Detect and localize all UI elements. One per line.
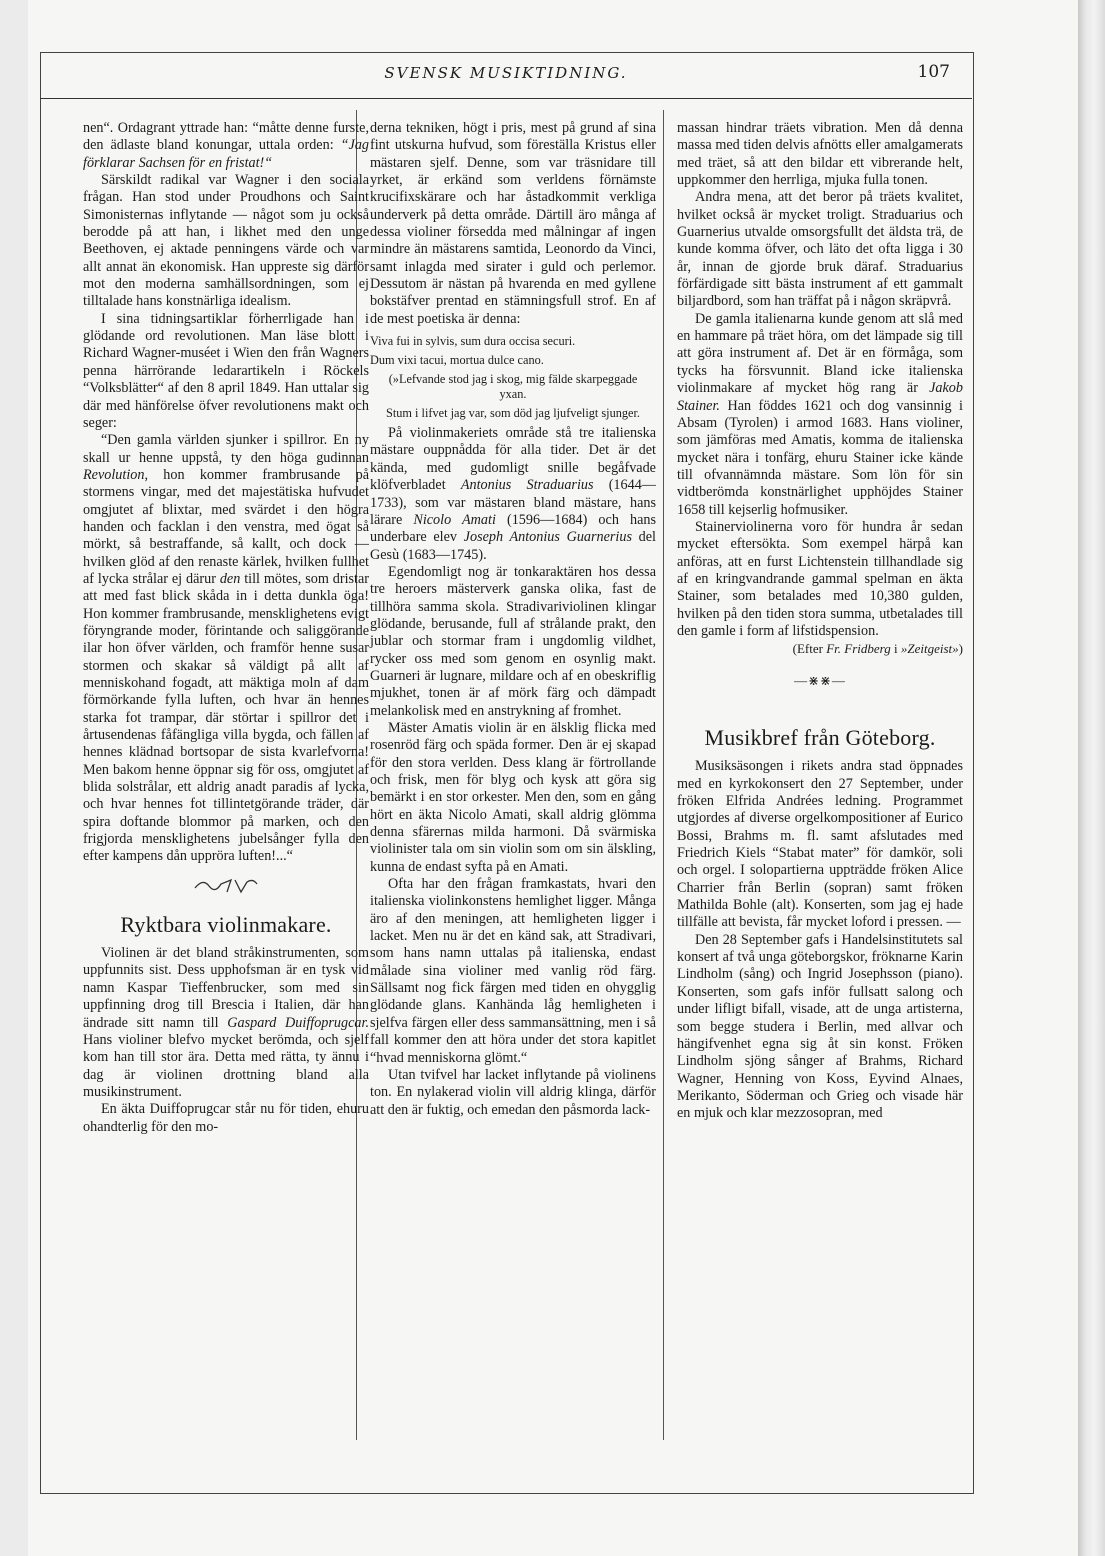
paragraph: “Den gamla världen sjunker i spillror. En ny skall ur henne uppstå, ty den höga gudinnan Revolution, hon kommer frambrusande på stormens vingar, med det majestätiska hufvudet omgjutet af blixtar, med svärdet i den högra handen och facklan i den venstra, med ögat så mörkt, så bestraffande, så kallt, och dock — hvilken glöd af den renaste kärlek, hvilken fullhet af lycka strålar ej därur den till mötes, som dristar att med fast blick skåda in i detta dunkla öga! Hon kommer frambrusande, mensklighetens evigt föryngrande moder, förintande och saliggörande ilar hon öfver världen, och framför henne susar stormen och skakar så väldigt på allt af menniskohand fogadt, att mäktiga moln af dam förmörkande fylla luften, och hvar än hennes starka fot trampar, där störtar i spillror det i årtusendenas fåfängliga villa bygda, och fällen af hennes klädnad bortsopar de sista kvarlefvorna! Men bakom henne öppnar sig för oss, omgjutet af blida solstrålar, ett aldrig anadt paradis af lycka, och hvar hennes fot tillintetgörande träder, där spira doftande blommor på marken, och den frigjorda mensklighetens jubelsånger fylla den efter kampens dån uppröra luften!...“ [83,432,369,865]
flourish-icon [191,876,261,896]
paragraph: Egendomligt nog är tonkaraktären hos dessa tre heroers mästerverk ganska olika, fast de tillhöra samma skola. Stradivariviolinen klingar glödande, berusande, full af strålande prakt, den jublar och stormar fram i ungdomlig vildhet, rycker oss med som genom en osynlig makt. Guarneri är lugnare, mildare och af en obeskriflig mjukhet, tonen är af mörk färg och dämpadt melankolisk med en anstrykning af fromhet. [370,563,656,719]
column-middle [370,120,656,1119]
paragraph: derna tekniken, högt i pris, mest på grund af sina fint utskurna hufvud, som föreställa Kristus eller mästaren sjelf. Denne, som var träsnidare till yrket, är erkänd som verldens förnämste krucifixskärare och har åstadkommit verkliga underverk på detta område. Därtill äro många af dessa violiner försedda med målningar af ingen mindre än mästarens samtida, Leonordo da Vinci, samt inlagda med sirater i guld och perlemor. Dessutom är nästan på hvarenda en med gyllene bokstäfver prentad en stämningsfull strof. En af de mest poetiska är denna: [370,120,656,327]
paragraph: De gamla italienarna kunde genom att slå med en hammare på träet höra, om det lämpade sig till att göra instrument af. Det är en förmåga, som tycks ha försvunnit. Bland icke italienska violinmakare af mycket hög rang är Jakob Stainer. Han föddes 1621 och dog vansinnig i Absam (Tyrolen) i armod 1683. Hans violiner, som jämföras med Amatis, komma de italienska mycket nära i tonfärg, ehuru Stainer icke kände till ofvannämnda mästare. Som lön för sin vidtberömda konstnärlighet upphöjdes Stainer 1658 till kejserlig hofmusiker. [677,310,963,518]
paragraph: Särskildt radikal var Wagner i den sociala frågan. Han stod under Proudhons och Saint Simonisternas inflytande — något som ju också berodde på att han, i likhet med den unge Beethoven, ej aktade penningens värde och var allt annat än ekonomisk. Han uppreste sig därför mot den moderna samhällsordningen, som ej tilltalade hans konstnärliga idealism. [83,172,369,310]
page-edge [1078,0,1105,1556]
quote-line: Dum vixi tacui, mortua dulce cano. [370,353,544,368]
ornament-divider [83,876,369,898]
column-left [83,120,369,1136]
paragraph: massan hindrar träets vibration. Men då denna massa med tiden delvis afnötts eller amalgamerats med träet, så att den bildar ett vibrerande helt, uppkommer den herrliga, mjuka fulla tonen. [677,120,963,189]
quote-line: Viva fui in sylvis, sum dura occisa securi. [370,334,576,349]
column-right [677,120,963,1123]
paragraph: Andra mena, att det beror på träets kvalitet, hvilket också är mycket troligt. Straduarius och Guarnerius utvalde omsorgsfullt det äldsta trä, de kunde komma öfver, och läto det ofta ligga i 30 år, innan de gjorde bruk däraf. Straduarius förfärdigade sitt bästa instrument af ett gammalt biljardbord, som han träffat på i någon skräpvrå. [677,189,963,310]
journal-title: SVENSK MUSIKTIDNING. [384,64,628,82]
paragraph: En äkta Duiffoprugcar står nu för tiden, ehuru ohandterlig för den mo- [83,1101,369,1135]
paragraph: Musiksäsongen i rikets andra stad öppnades med en kyrkokonsert den 27 September, under fröken Elfrida Andrées ledning. Programmet utgjordes af diverse orgelkompositioner af Eurico Bossi, Brahms m. fl. samt afslutades med Friedrich Kiels “Stabat mater” för damkör, soli och orgel. I solopartierna uppträdde fröken Alice Charrier från Berlin (sopran) samt fröken Mathilda Bohle (alt). Konserten, som jag ej hade tillfälle att bevista, får mycket loford i pressen. — [677,758,963,931]
ornament-divider: —⋇⋇— [794,672,846,688]
paragraph: Stainerviolinerna voro för hundra år sedan mycket eftersökta. Som exempel härpå kan anföras, att en furst Lichtenstein tillhandlade sig af en kringvandrande gammal spelman en äkta Stainer, som betalades med 10,380 gulden, hvilken på den tiden stora summa, utbetalades till den gamle i form af lifstidspension. [677,518,963,639]
article-heading: Musikbref från Göteborg. [704,725,936,750]
paragraph: Violinen är det bland stråkinstrumenten, som uppfunnits sist. Dess upphofsman är en tysk vid namn Kaspar Tieffenbrucker, som med sin uppfinning drog till Brescia i Italien, där han ändrade sitt namn till Gaspard Duiffoprugcar. Hans violiner blefvo mycket berömda, och sjelf kom han till stor ära. Detta med rätta, ty ännu i dag är violinen drottning bland alla musikinstrument. [83,945,369,1100]
paragraph: På violinmakeriets område stå tre italienska mästare ouppnådda för alla tider. Det är det kända, med gudomligt snille begåfvade klöfverbladet Antonius Straduarius (1644—1733), som var mästaren bland mästare, hans lärare Nicolo Amati (1596—1684) och hans underbare elev Joseph Antonius Guarnerius del Gesù (1683—1745). [370,425,656,563]
latin-quote [370,334,656,421]
translation-line: (»Lefvande stod jag i skog, mig fälde skarpeggade yxan. [388,372,638,402]
source-citation: (Efter Fr. Fridberg i »Zeitgeist») [792,641,963,657]
page-number: 107 [917,62,950,82]
paragraph: Ofta har den frågan framkastats, hvari den italienska violinkonstens hemlighet ligger. Många äro af den meningen, att hemligheten ligger i lacket. Men nu är det en känd sak, att Stradivari, som hans namn uttalas på italienska, endast målade sina violiner med vanlig röd färg. Sällsamt nog fick färgen med tiden en ohygglig glödande glans. Kanhända låg hemligheten i sjelfva färgen eller dess sammansättning, men i så fall kommer den att höra under det stora kapitlet “hvad menniskorna glömt.“ [370,876,656,1066]
paragraph: Mäster Amatis violin är en älsklig flicka med rosenröd färg och späda former. Den är ej skapad för den stora verlden. Dess klang är förtrollande och frisk, men för blyg och kysk att göra sig bemärkt i en stor orkester. Men den, som en gång hört en äkta Nicolo Amati, skall aldrig glömma denna sfärernas milda harmoni. Då svärmiska violinister tala om sin violin som om sin älskling, kunna de endast syfta på en Amati. [370,719,656,875]
paragraph: Utan tvifvel har lacket inflytande på violinens ton. En nylakerad violin vill aldrig klinga, därför att den är fuktig, och emedan den påsmorda lack- [370,1066,656,1118]
paragraph: nen“. Ordagrant yttrade han: “måtte denne furste, den ädlaste bland konungar, uttala orden: “Jag förklarar Sachsen för en fristat!“ [83,120,369,171]
running-header [40,60,972,99]
paragraph: I sina tidningsartiklar förherrligade han i glödande ord revolutionen. Man läse blott i Richard Wagner-muséet i Wien den från Wagners penna härrörande ledarartikeln i Röckels “Volksblätter“ af den 8 april 1849. Han uttalar sig där med hänförelse öfver revolutionens makt och seger: [83,310,369,431]
column-rule-2 [663,110,664,1440]
paragraph: Den 28 September gafs i Handelsinstitutets sal konsert af två unga göteborgskor, fröknarne Karin Lindholm (sång) och Ingrid Josephsson (piano). Konserten, som gafs inför fullsatt salong och under lifligt bifall, visade, att de unga artisterna, som begge studera i Berlin, med allvar och hängifvenhet egna sig åt sin konst. Fröken Lindholm sjöng sånger af Brahms, Richard Wagner, Henning von Koss, Eyvind Alnaes, Merikanto, Söderman och Grieg och visade här en mjuk och klar mezzosopran, med [677,931,963,1122]
article-heading: Ryktbara violinmakare. [120,911,332,937]
translation-line: Stum i lifvet jag var, som död jag ljufveligt sjunger. [386,406,640,421]
